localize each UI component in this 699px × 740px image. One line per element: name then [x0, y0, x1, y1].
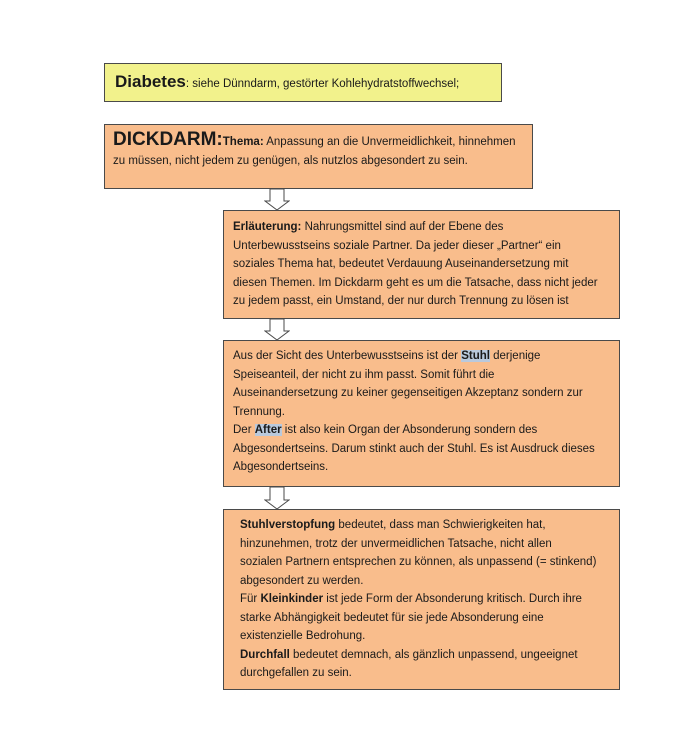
erlaeuterung-text-5: zu jedem passt, ein Umstand, der nur durch Trennung zu lösen ist: [233, 295, 569, 307]
stuhl-text-1: bedeutet, dass man Schwierigkeiten hat,: [335, 519, 546, 531]
stuhl-line-5: [240, 590, 613, 609]
dickdarm-text-2: zu müssen, nicht jedem zu genügen, als nutzlos abgesondert zu sein.: [113, 154, 468, 167]
after-highlight: After: [254, 424, 282, 436]
stuhl-text-8: bedeutet demnach, als gänzlich unpassend, ungeeignet: [289, 648, 578, 661]
stuhl-text-5a: Für: [240, 593, 261, 605]
stuhl-text-6: starke Abhängigkeit bedeutet für sie jede Absonderung eine: [240, 611, 544, 624]
sicht-text-6: Abgesondertseins. Darum stinkt auch der Stuhl. Es ist Ausdruck dieses: [233, 442, 595, 455]
down-arrow-3: [264, 487, 290, 510]
stuhl-line-1: [240, 516, 613, 535]
stuhl-text-5b: ist jede Form der Absonderung kritisch. Durch ihre: [323, 593, 582, 605]
sicht-line-1: [233, 347, 613, 366]
diabetes-box: [104, 63, 502, 102]
stuhl-text-2: hinzunehmen, trotz der unvermeidlichen Tatsache, nicht allen: [240, 537, 552, 550]
stuhl-text-7: existenzielle Bedrohung.: [240, 630, 366, 642]
dickdarm-box: [104, 124, 533, 189]
stuhlverstopfung-label: Stuhlverstopfung: [240, 519, 336, 531]
erlaeuterung-label: Erläuterung:: [233, 221, 302, 233]
stuhl-text-3: sozialen Partnern entsprechen zu können, als unpassend (= stinkend): [240, 556, 597, 568]
kleinkinder-label: Kleinkinder: [260, 593, 324, 605]
stuhl-highlight: Stuhl: [461, 350, 490, 362]
erlaeuterung-line-1: [233, 218, 613, 237]
sicht-text-7: Abgesondertseins.: [233, 461, 329, 473]
sicht-text-4: Trennung.: [233, 405, 285, 418]
erlaeuterung-box: [223, 210, 620, 319]
erlaeuterung-text-2: Unterbewusstseins soziale Partner. Da jeder dieser „Partner“ ein: [233, 239, 561, 252]
dickdarm-title: DICKDARM:: [113, 129, 223, 150]
stuhl-text-9: durchgefallen zu sein.: [240, 667, 352, 679]
stuhl-line-8: [240, 646, 613, 665]
stuhl-text-4: abgesondert zu werden.: [240, 574, 364, 587]
sicht-text-3: Auseinandersetzung zu keiner gegenseitigen Akzeptanz sondern zur: [233, 387, 583, 399]
erlaeuterung-text-4: diesen Themen. Im Dickdarm geht es um die Tatsache, dass nicht jeder: [233, 276, 598, 289]
sicht-line-5: [233, 421, 613, 440]
sicht-text-1b: derjenige: [489, 350, 541, 362]
sicht-text-5b: ist also kein Organ der Absonderung sondern des: [281, 424, 538, 436]
stuhlverstopfung-box: [223, 509, 620, 690]
diabetes-title: Diabetes: [115, 72, 186, 91]
erlaeuterung-text-1: Nahrungsmittel sind auf der Ebene des: [301, 221, 504, 233]
thema-label: Thema:: [222, 136, 264, 148]
diabetes-text: : siehe Dünndarm, gestörter Kohlehydratstoffwechsel;: [185, 78, 460, 90]
sicht-text-5a: Der: [233, 424, 255, 436]
sicht-box: [223, 340, 620, 487]
dickdarm-text-1: Anpassung an die Unvermeidlichkeit, hinnehmen: [263, 136, 516, 148]
durchfall-label: Durchfall: [240, 648, 290, 661]
sicht-text-2: Speiseanteil, der nicht zu ihm passt. Somit führt die: [233, 368, 495, 381]
erlaeuterung-text-3: soziales Thema hat, bedeutet Verdauung Auseinandersetzung mit: [233, 258, 569, 270]
down-arrow-1: [264, 189, 290, 211]
down-arrow-2: [264, 319, 290, 341]
sicht-text-1a: Aus der Sicht des Unterbewusstseins ist der: [233, 350, 462, 362]
dickdarm-line-1: [113, 131, 526, 152]
